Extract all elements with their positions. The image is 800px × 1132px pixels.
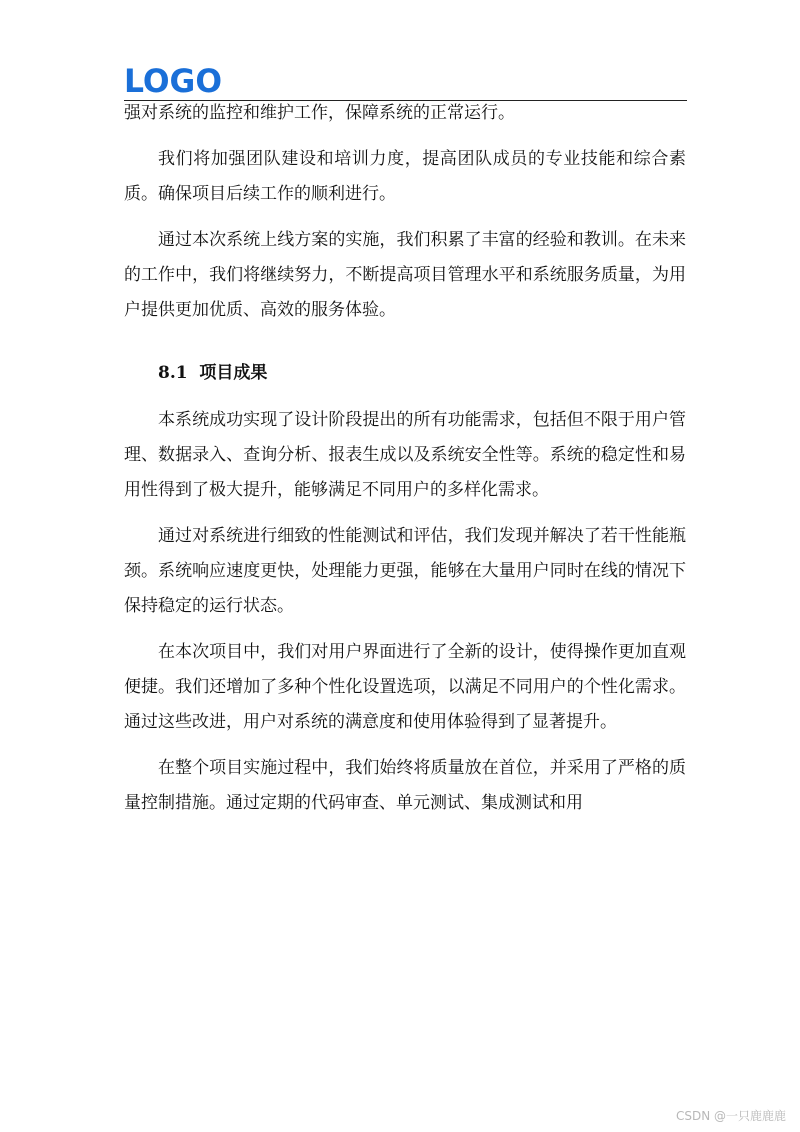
paragraph: 本系统成功实现了设计阶段提出的所有功能需求，包括但不限于用户管理、数据录入、查询分析、报表生成以及系统安全性等。系统的稳定性和易用性得到了极大提升，能够满足不同用户的多样化需求。: [124, 410, 686, 500]
document-body: [124, 96, 686, 832]
paragraph: 强对系统的监控和维护工作，保障系统的正常运行。: [124, 103, 515, 123]
paragraph: 通过本次系统上线方案的实施，我们积累了丰富的经验和教训。在未来的工作中，我们将继续努力，不断提高项目管理水平和系统服务质量，为用户提供更加优质、高效的服务体验。: [124, 230, 686, 320]
watermark: CSDN @一只鹿鹿鹿: [675, 1109, 786, 1123]
logo-text: LOGO: [124, 62, 222, 96]
paragraph: 我们将加强团队建设和培训力度，提高团队成员的专业技能和综合素质。确保项目后续工作的顺利进行。: [124, 149, 686, 204]
paragraph: 在整个项目实施过程中，我们始终将质量放在首位，并采用了严格的质量控制措施。通过定期的代码审查、单元测试、集成测试和用: [124, 758, 686, 813]
logo: [124, 62, 224, 96]
section-title: 项目成果: [199, 363, 268, 383]
paragraph: 通过对系统进行细致的性能测试和评估，我们发现并解决了若干性能瓶颈。系统响应速度更快，处理能力更强，能够在大量用户同时在线的情况下保持稳定的运行状态。: [124, 526, 686, 616]
section-number: 8.1: [158, 363, 188, 383]
section-heading: [158, 356, 686, 391]
paragraph: 在本次项目中，我们对用户界面进行了全新的设计，使得操作更加直观便捷。我们还增加了多种个性化设置选项，以满足不同用户的个性化需求。通过这些改进，用户对系统的满意度和使用体验得到了显著提升。: [124, 642, 686, 732]
